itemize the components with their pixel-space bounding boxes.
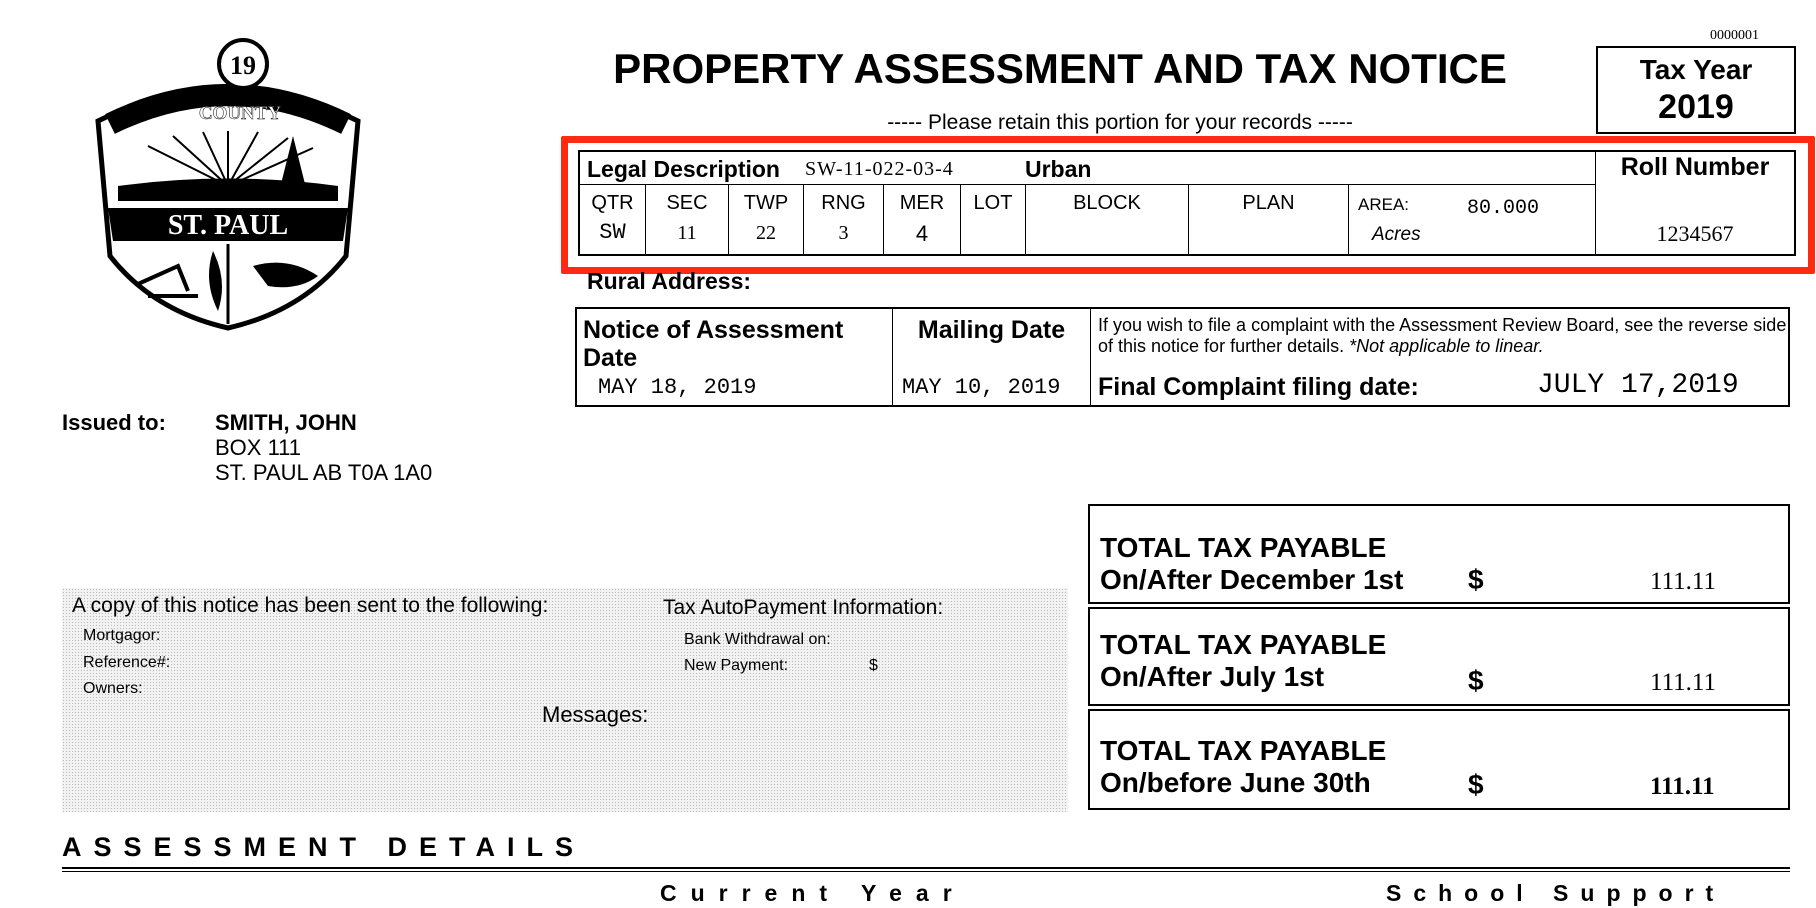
total-label-dec bbox=[1100, 532, 1403, 596]
legal-description-label: Legal Description bbox=[587, 156, 780, 182]
issued-to-label: Issued to: bbox=[62, 410, 166, 435]
bank-withdrawal-label: Bank Withdrawal on: bbox=[684, 631, 831, 648]
total-box-jun bbox=[1088, 709, 1790, 810]
area-value: 80.000 bbox=[1467, 197, 1540, 220]
final-complaint-label: Final Complaint filing date: bbox=[1098, 373, 1419, 401]
autopay-heading: Tax AutoPayment Information: bbox=[663, 596, 944, 619]
total-label-jul-line1: TOTAL TAX PAYABLE bbox=[1100, 629, 1387, 660]
mer-value: 4 bbox=[915, 221, 929, 246]
svg-text:19: 19 bbox=[230, 51, 256, 80]
legal-type: Urban bbox=[1025, 156, 1092, 182]
total-amount-jun: 111.11 bbox=[1650, 773, 1715, 800]
total-box-dec bbox=[1088, 504, 1790, 604]
sec-value: 11 bbox=[677, 222, 697, 244]
tax-year-value: 2019 bbox=[1658, 88, 1734, 126]
complaint-note: *Not applicable to linear. bbox=[1349, 336, 1544, 356]
roll-number-label: Roll Number bbox=[1620, 153, 1770, 181]
county-logo bbox=[78, 36, 378, 336]
owners-label: Owners: bbox=[83, 680, 143, 697]
final-complaint-date: JULY 17,2019 bbox=[1537, 370, 1739, 401]
mailing-date-label: Mailing Date bbox=[917, 316, 1066, 344]
total-amount-dec: 111.11 bbox=[1650, 568, 1716, 595]
reference-label: Reference#: bbox=[83, 654, 171, 671]
county-crest-icon bbox=[78, 36, 378, 336]
block-header: BLOCK bbox=[1073, 192, 1141, 214]
issued-to-address-line2: ST. PAUL AB T0A 1A0 bbox=[215, 460, 433, 485]
total-label-jul bbox=[1100, 629, 1386, 693]
assessment-date-label: Notice of Assessment Date bbox=[583, 316, 844, 372]
plan-header: PLAN bbox=[1242, 192, 1295, 214]
mortgagor-label: Mortgagor: bbox=[83, 627, 161, 644]
area-unit: Acres bbox=[1372, 224, 1421, 245]
twp-header: TWP bbox=[743, 192, 789, 214]
rural-address-label: Rural Address: bbox=[587, 268, 752, 294]
assessment-details-heading: ASSESSMENT DETAILS bbox=[62, 832, 586, 862]
lot-header: LOT bbox=[973, 192, 1013, 214]
sec-header: SEC bbox=[666, 192, 708, 214]
total-label-jun bbox=[1100, 735, 1386, 799]
rng-value: 3 bbox=[838, 222, 849, 244]
copy-sent-panel bbox=[62, 588, 1068, 812]
total-label-jun-line1: TOTAL TAX PAYABLE bbox=[1100, 735, 1387, 766]
complaint-text: If you wish to file a complaint with the Assessment Review Board, see the reverse side of this notice for further details. bbox=[1098, 315, 1787, 356]
total-currency-jul: $ bbox=[1468, 665, 1484, 696]
svg-text:COUNTY: COUNTY bbox=[198, 103, 282, 124]
page-title: PROPERTY ASSESSMENT AND TAX NOTICE bbox=[613, 45, 1507, 92]
retain-notice: ----- Please retain this portion for your records ----- bbox=[887, 111, 1353, 134]
mer-header: MER bbox=[899, 192, 945, 214]
complaint-info bbox=[1098, 315, 1788, 357]
twp-value: 22 bbox=[756, 222, 776, 244]
total-currency-jun: $ bbox=[1468, 769, 1484, 800]
messages-label: Messages: bbox=[542, 702, 649, 727]
school-support-heading: School Support bbox=[1386, 880, 1726, 906]
copy-sent-heading: A copy of this notice has been sent to the following: bbox=[72, 594, 549, 617]
total-label-dec-line2: On/After December 1st bbox=[1100, 564, 1404, 595]
total-box-jul bbox=[1088, 607, 1790, 706]
roll-number-value: 1234567 bbox=[1656, 221, 1734, 246]
new-payment-currency: $ bbox=[869, 657, 878, 674]
legal-description-value: SW-11-022-03-4 bbox=[805, 158, 954, 180]
total-label-dec-line1: TOTAL TAX PAYABLE bbox=[1100, 532, 1387, 563]
total-label-jun-line2: On/before June 30th bbox=[1100, 767, 1371, 798]
area-header: AREA: bbox=[1358, 195, 1410, 214]
total-currency-dec: $ bbox=[1468, 564, 1484, 595]
rng-header: RNG bbox=[821, 192, 866, 214]
highlight-box bbox=[561, 136, 1815, 274]
assessment-date-value: MAY 18, 2019 bbox=[598, 375, 757, 400]
tax-year-box bbox=[1596, 46, 1796, 134]
mailing-date-value: MAY 10, 2019 bbox=[902, 375, 1061, 400]
document-number: 0000001 bbox=[1710, 28, 1759, 43]
qtr-header: QTR bbox=[591, 192, 634, 214]
new-payment-label: New Payment: bbox=[684, 657, 789, 674]
issued-to-name: SMITH, JOHN bbox=[215, 410, 357, 435]
total-amount-jul: 111.11 bbox=[1650, 669, 1716, 696]
qtr-value: SW bbox=[599, 220, 626, 245]
svg-text:ST. PAUL: ST. PAUL bbox=[167, 210, 289, 241]
issued-to-address-line1: BOX 111 bbox=[215, 435, 302, 460]
current-year-heading: Current Year bbox=[660, 880, 966, 906]
total-label-jul-line2: On/After July 1st bbox=[1100, 661, 1325, 692]
tax-year-label: Tax Year bbox=[1639, 54, 1753, 85]
